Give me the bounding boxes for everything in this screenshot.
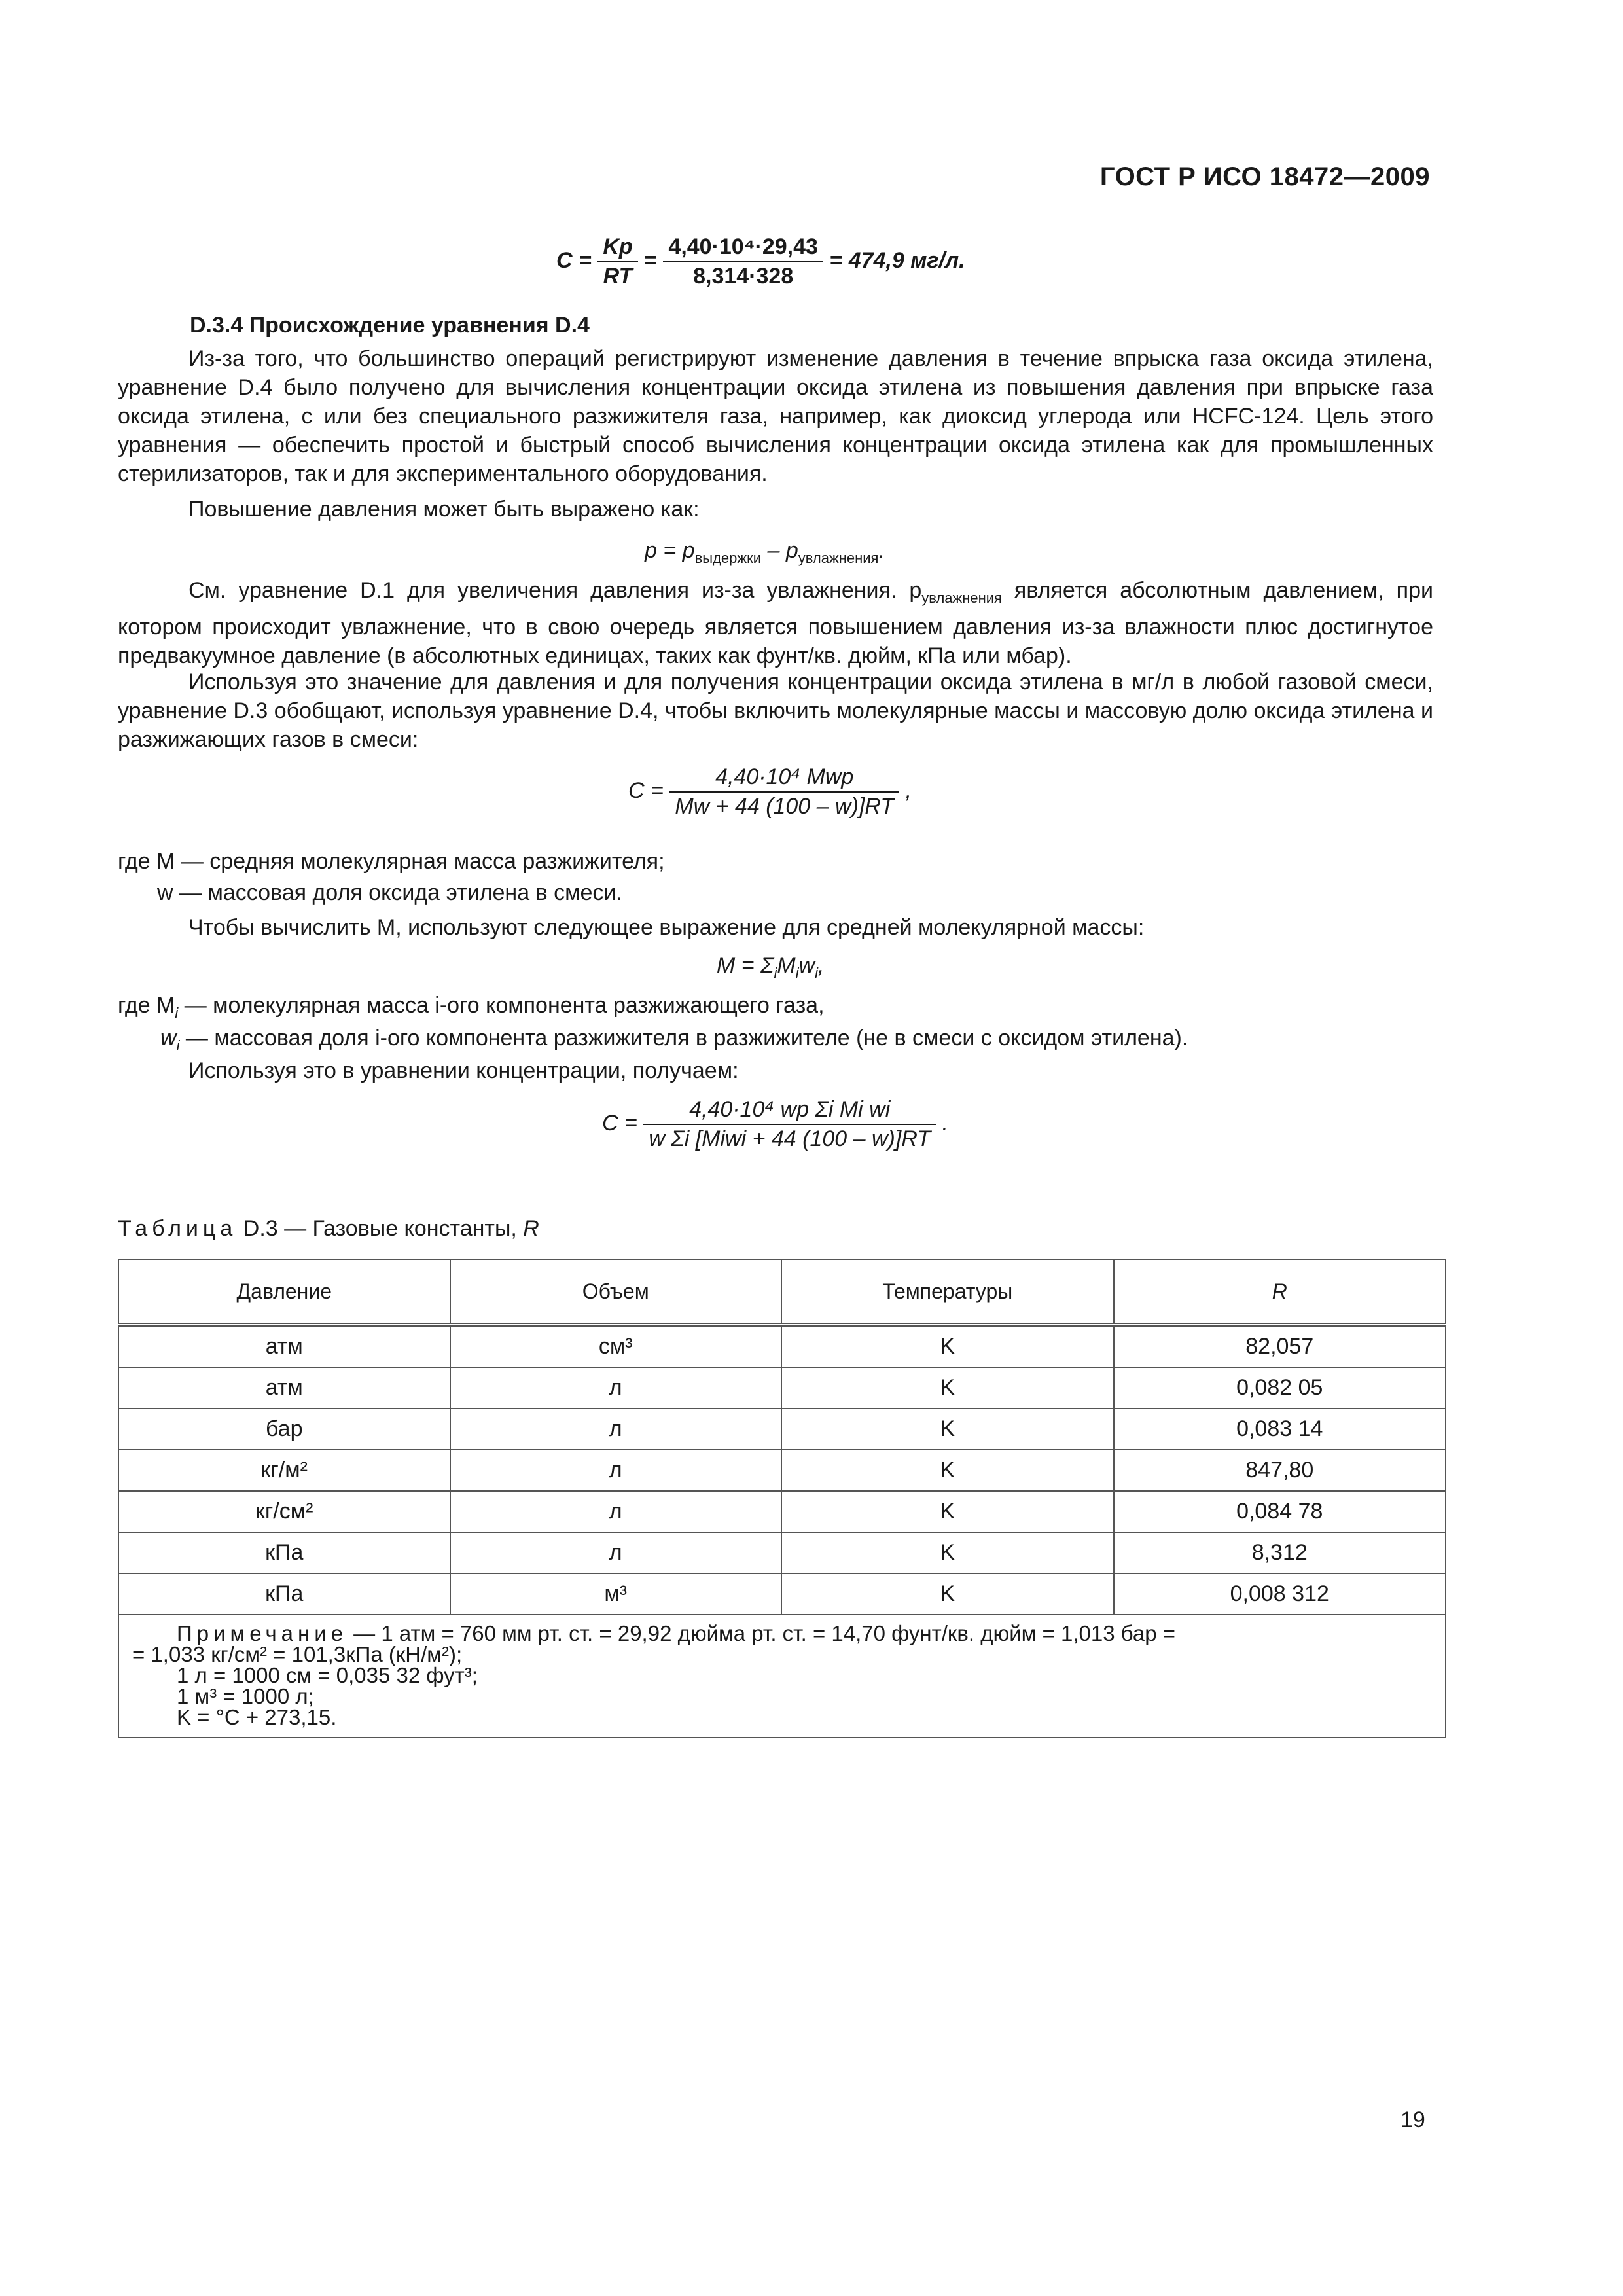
eq2-sub-dwell: выдержки — [694, 549, 762, 566]
cell-temperature: K — [781, 1325, 1114, 1367]
eq1-fraction-values — [663, 234, 823, 289]
note-label: Примечание — [177, 1621, 348, 1645]
header-r: R — [1114, 1259, 1446, 1325]
cell-volume: л — [450, 1408, 781, 1450]
cell-volume: см³ — [450, 1325, 781, 1367]
cell-pressure: кПа — [118, 1532, 450, 1573]
header-temperature: Температуры — [781, 1259, 1114, 1325]
equation-c-general — [628, 764, 912, 819]
eq4-i: i — [774, 964, 777, 981]
note-text-1: — 1 атм = 760 мм рт. ст. = 29,92 дюйма рт. ст. = 14,70 фунт/кв. дюйм = 1,013 бар = — [348, 1621, 1176, 1645]
eq3-denominator: Mw + 44 (100 – w)]RT — [675, 794, 895, 819]
table-caption-r: R — [523, 1216, 539, 1241]
where-m: где M — средняя молекулярная масса разжижителя; — [118, 849, 665, 874]
eq1-frac2-numerator: 4,40·10⁴·29,43 — [663, 234, 823, 262]
gas-constants-table — [118, 1259, 1446, 1738]
table-note-row — [118, 1615, 1446, 1738]
table-caption — [118, 1216, 539, 1242]
table-header-row — [118, 1259, 1446, 1325]
paragraph-humidification — [118, 576, 1433, 670]
where3-sub: i — [175, 1004, 179, 1021]
table-caption-text: D.3 — Газовые константы, — [237, 1216, 524, 1241]
cell-r: 0,008 312 — [1114, 1573, 1446, 1615]
table-row — [118, 1573, 1446, 1615]
cell-volume: л — [450, 1367, 781, 1408]
paragraph-mean-mass: Чтобы вычислить M, используют следующее выражение для средней молекулярной массы: — [188, 915, 1145, 940]
cell-pressure: кг/см² — [118, 1491, 450, 1532]
table-note — [118, 1615, 1446, 1738]
cell-r: 847,80 — [1114, 1450, 1446, 1491]
equation-c-final — [602, 1097, 948, 1152]
note-line-5: K = °C + 273,15. — [177, 1705, 337, 1729]
cell-pressure: атм — [118, 1325, 450, 1367]
where3-start: где M — [118, 993, 175, 1018]
paragraph-generalization: Используя это значение для давления и для получения концентрации оксида этилена в мг/л в любой газовой смеси, уравнение D.3 обобщают, используя уравнение D.4, чтобы включить молекулярные массы и массовую долю оксида этилена и разжижающих газов в смеси: — [118, 670, 1433, 752]
eq5-numerator: 4,40·10⁴ wp Σi Mi wi — [643, 1097, 936, 1125]
eq1-frac1-numerator: Kp — [597, 234, 637, 262]
note-line-2: = 1,033 кг/см² = 101,3кПа (кН/м²); — [132, 1642, 463, 1666]
eq3-numerator: 4,40·10⁴ Mwp — [669, 764, 899, 793]
eq1-frac1-denominator: RT — [603, 264, 633, 289]
paragraph-substitution: Используя это в уравнении концентрации, получаем: — [188, 1058, 739, 1083]
cell-temperature: K — [781, 1408, 1114, 1450]
eq5-fraction — [643, 1097, 936, 1152]
cell-pressure: бар — [118, 1408, 450, 1450]
eq1-fraction-kp-rt — [597, 234, 637, 289]
where4-sub: i — [176, 1037, 180, 1054]
eq5-end: . — [942, 1110, 948, 1136]
eq1-result: = 474,9 мг/л. — [829, 247, 965, 273]
eq2-minus: – p — [761, 538, 798, 563]
cell-volume: л — [450, 1532, 781, 1573]
eq4-wi: i — [815, 964, 819, 981]
cell-volume: л — [450, 1491, 781, 1532]
cell-temperature: K — [781, 1491, 1114, 1532]
cell-temperature: K — [781, 1532, 1114, 1573]
p3-start: См. уравнение D.1 для увеличения давления из-за увлажнения. p — [188, 578, 922, 603]
eq2-sub-humid: увлажнения — [798, 549, 879, 566]
equation-mean-mass — [717, 953, 824, 982]
eq3-fraction — [669, 764, 899, 819]
cell-pressure: атм — [118, 1367, 450, 1408]
eq4-end: , — [818, 953, 825, 978]
cell-pressure: кг/м² — [118, 1450, 450, 1491]
eq3-lhs: C = — [628, 778, 664, 803]
where4-start: w — [160, 1026, 177, 1050]
eq5-lhs: C = — [602, 1110, 637, 1136]
eq1-equals: = — [644, 247, 657, 273]
eq4-mi: i — [795, 964, 799, 981]
where-w: w — массовая доля оксида этилена в смеси. — [157, 880, 622, 905]
cell-r: 8,312 — [1114, 1532, 1446, 1573]
equation-c-result — [556, 234, 965, 289]
header-volume: Объем — [450, 1259, 781, 1325]
table-caption-label: Таблица — [118, 1216, 238, 1241]
cell-temperature: K — [781, 1450, 1114, 1491]
table-row — [118, 1367, 1446, 1408]
equation-pressure — [645, 538, 885, 567]
document-header: ГОСТ Р ИСО 18472—2009 — [1099, 162, 1430, 191]
cell-r: 0,084 78 — [1114, 1491, 1446, 1532]
where-mi — [118, 991, 825, 1028]
section-heading: D.3.4 Происхождение уравнения D.4 — [190, 313, 590, 338]
p3-rest: является абсолютным давлением, при котором происходит увлажнение, что в свою очередь является повышением давления из-за влажности плюс достигнутое предвакуумное давление (в абсолютных единицах, таких как фунт/кв. дюйм, кПа или мбар). — [118, 578, 1433, 668]
cell-temperature: K — [781, 1367, 1114, 1408]
table-row — [118, 1408, 1446, 1450]
page-number: 19 — [1400, 2108, 1425, 2132]
paragraph-intro: Из-за того, что большинство операций регистрируют изменение давления в течение впрыска газа оксида этилена, уравнение D.4 было получено для вычисления концентрации оксида этилена из повышения давления при впрыске газа оксида этилена, с или без специального разжижителя газа, например, как диоксид углерода или HCFC-124. Цель этого уравнения — обеспечить простой и быстрый способ вычисления концентрации оксида этилена как для промышленных стерилизаторов, так и для экспериментального оборудования. — [118, 346, 1433, 486]
where3-rest: — молекулярная масса i-ого компонента разжижающего газа, — [178, 993, 825, 1018]
note-line-4: 1 м³ = 1000 л; — [177, 1684, 314, 1708]
cell-volume: л — [450, 1450, 781, 1491]
eq3-end: , — [905, 778, 912, 803]
eq2-end: . — [878, 538, 885, 563]
note-line-3: 1 л = 1000 см = 0,035 32 фут³; — [177, 1663, 478, 1687]
eq1-frac2-denominator: 8,314·328 — [693, 264, 794, 289]
cell-pressure: кПа — [118, 1573, 450, 1615]
table-row — [118, 1450, 1446, 1491]
where4-rest: — массовая доля i-ого компонента разжижителя в разжижителе (не в смеси с оксидом этилена). — [179, 1026, 1188, 1050]
cell-volume: м³ — [450, 1573, 781, 1615]
table-row — [118, 1325, 1446, 1367]
eq4-m: M — [777, 953, 796, 978]
eq5-denominator: w Σi [Miwi + 44 (100 – w)]RT — [649, 1126, 931, 1151]
p3-sub: увлажнения — [921, 589, 1002, 606]
header-pressure: Давление — [118, 1259, 450, 1325]
eq1-lhs: C = — [556, 247, 592, 273]
note-line-1 — [132, 1623, 1432, 1644]
eq2-p: p = p — [645, 538, 695, 563]
cell-r: 82,057 — [1114, 1325, 1446, 1367]
paragraph-pressure-rise: Повышение давления может быть выражено как: — [188, 497, 700, 522]
eq4-lhs: M = Σ — [717, 953, 774, 978]
table-row — [118, 1532, 1446, 1573]
eq4-w: w — [798, 953, 815, 978]
where-wi — [160, 1024, 1188, 1060]
cell-r: 0,083 14 — [1114, 1408, 1446, 1450]
cell-temperature: K — [781, 1573, 1114, 1615]
cell-r: 0,082 05 — [1114, 1367, 1446, 1408]
table-row — [118, 1491, 1446, 1532]
